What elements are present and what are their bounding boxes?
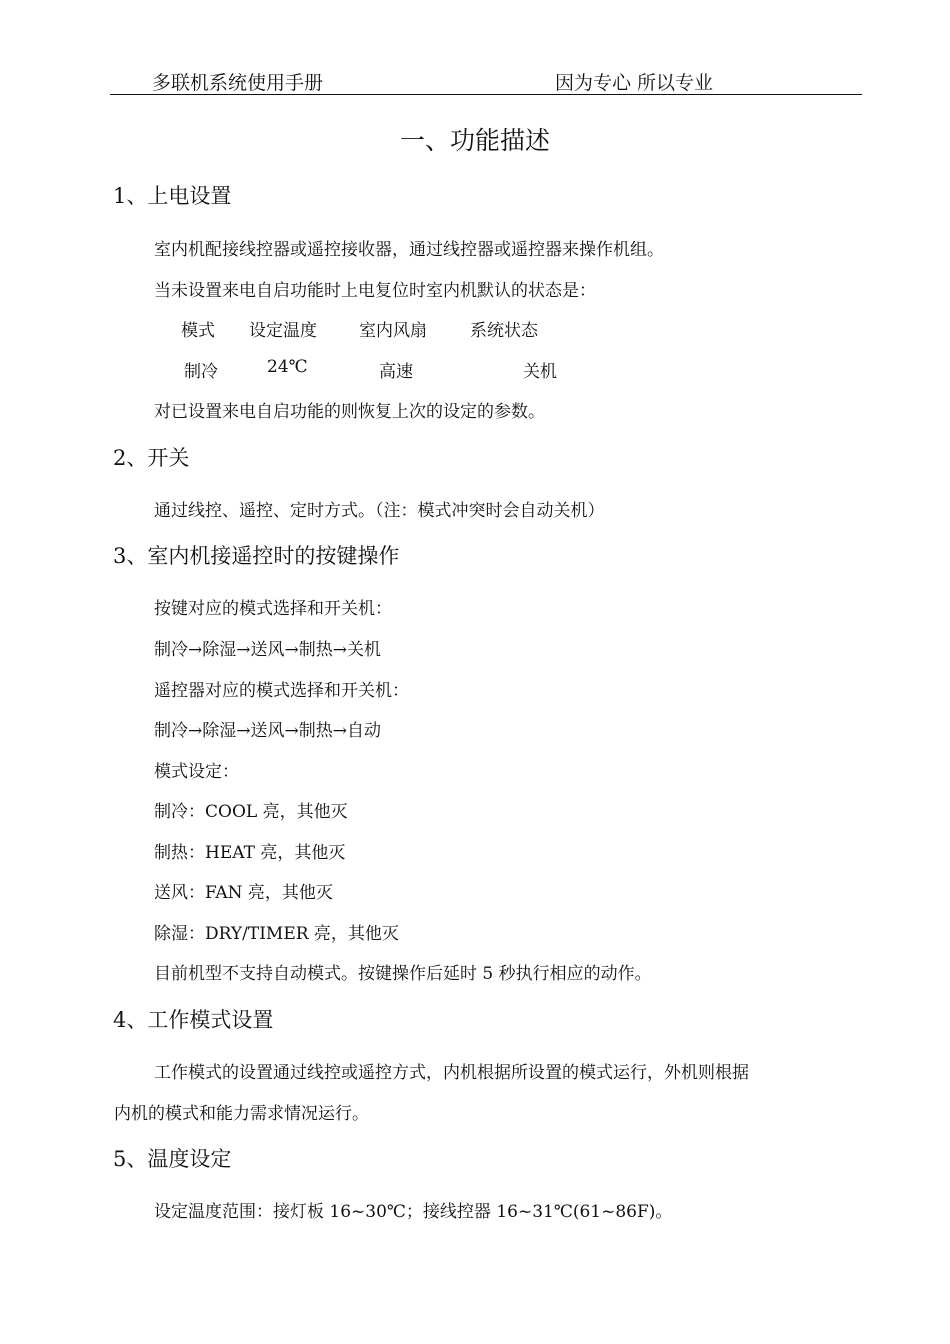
paragraph-line: 制热：HEAT 亮，其他灭 [154, 843, 346, 863]
paragraph-line: 对已设置来电自启功能的则恢复上次的设定的参数。 [154, 402, 545, 422]
table-header-system-status: 系统状态 [470, 321, 538, 341]
paragraph-line: 送风：FAN 亮，其他灭 [154, 883, 333, 903]
table-header-mode: 模式 [181, 321, 215, 341]
table-value-set-temp: 24℃ [267, 357, 308, 377]
header-slogan: 因为专心 所以专业 [555, 72, 714, 94]
section-heading-on-off: 2、开关 [113, 446, 190, 470]
header-manual-title: 多联机系统使用手册 [152, 72, 324, 94]
paragraph-line: 制冷→除湿→送风→制热→自动 [154, 721, 381, 741]
paragraph-line: 设定温度范围：接灯板 16~30℃；接线控器 16~31℃(61~86F)。 [154, 1202, 673, 1222]
table-header-set-temp: 设定温度 [249, 321, 317, 341]
paragraph-line: 制冷：COOL 亮，其他灭 [154, 802, 348, 822]
paragraph-line: 通过线控、遥控、定时方式。（注：模式冲突时会自动关机） [154, 501, 605, 521]
section-heading-work-mode: 4、工作模式设置 [113, 1008, 274, 1032]
paragraph-line: 模式设定： [154, 762, 239, 782]
paragraph-line: 除湿：DRY/TIMER 亮，其他灭 [154, 924, 399, 944]
paragraph-line: 制冷→除湿→送风→制热→关机 [154, 640, 381, 660]
table-value-indoor-fan: 高速 [379, 362, 413, 382]
paragraph-line: 遥控器对应的模式选择和开关机： [154, 681, 409, 701]
paragraph-line: 工作模式的设置通过线控或遥控方式，内机根据所设置的模式运行，外机则根据 [154, 1063, 749, 1083]
section-heading-remote-keys: 3、室内机接遥控时的按键操作 [113, 544, 400, 568]
paragraph-line: 内机的模式和能力需求情况运行。 [114, 1104, 369, 1124]
section-heading-power-on: 1、上电设置 [113, 184, 232, 208]
paragraph-line: 按键对应的模式选择和开关机： [154, 599, 392, 619]
paragraph-line: 目前机型不支持自动模式。按键操作后延时 5 秒执行相应的动作。 [154, 964, 652, 984]
table-value-mode: 制冷 [184, 362, 218, 382]
section-heading-temperature: 5、温度设定 [113, 1147, 232, 1171]
paragraph-line: 当未设置来电自启功能时上电复位时室内机默认的状态是： [154, 281, 596, 301]
table-header-indoor-fan: 室内风扇 [359, 321, 427, 341]
table-value-system-status: 关机 [523, 362, 557, 382]
paragraph-line: 室内机配接线控器或遥控接收器，通过线控器或遥控器来操作机组。 [154, 240, 664, 260]
chapter-title: 一、功能描述 [399, 126, 550, 155]
header-divider [110, 94, 862, 95]
